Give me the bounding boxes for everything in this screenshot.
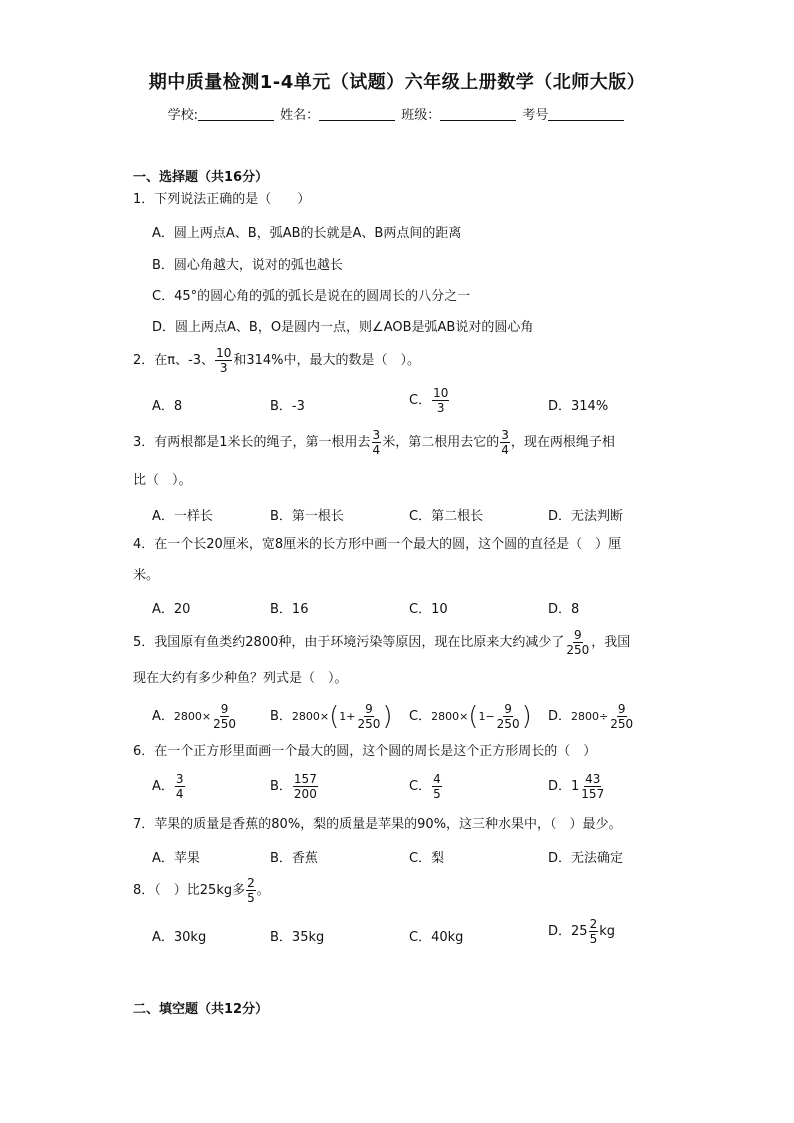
- question-7-option-d[interactable]: D．无法确定: [548, 851, 624, 866]
- fraction: $\frac{9}{250}$: [357, 702, 381, 731]
- question-1-option-a[interactable]: A．圆上两点A、B，弧AB的长就是A、B两点间的距离: [152, 226, 462, 241]
- student-info-line: [0, 104, 794, 123]
- question-4-option-d[interactable]: D．8: [548, 602, 580, 617]
- question-3-stem-line2: 比（ ）。: [133, 473, 192, 488]
- question-4-option-c[interactable]: C．10: [409, 602, 448, 617]
- question-4-option-a[interactable]: A．20: [152, 602, 191, 617]
- school-label: 学校:: [167, 108, 198, 123]
- question-3-option-a[interactable]: A．一样长: [152, 509, 213, 524]
- school-blank[interactable]: [198, 106, 274, 121]
- question-8-option-b[interactable]: B．35kg: [270, 930, 325, 945]
- fraction: $\frac{10}{3}$: [433, 386, 449, 415]
- fraction: $\frac{3}{4}$: [372, 428, 381, 457]
- fraction: $\frac{3}{4}$: [175, 772, 184, 801]
- fraction: $\frac{9}{250}$: [496, 702, 520, 731]
- page-title: 期中质量检测1-4单元（试题）六年级上册数学（北师大版）: [148, 72, 646, 93]
- question-7-option-c[interactable]: C．梨: [409, 851, 445, 866]
- question-7-option-b[interactable]: B．香蕉: [270, 851, 318, 866]
- fraction: $\frac{3}{4}$: [501, 428, 509, 457]
- question-2-stem: [133, 346, 420, 375]
- question-1-stem: 1．下列说法正确的是（ ）: [133, 192, 311, 207]
- name-blank[interactable]: [319, 106, 395, 121]
- question-2-text-pre: 2．在π、-3、: [133, 353, 215, 368]
- question-5-stem: 5．我国原有鱼类约2800种，由于环境污染等原因，现在比原来大约减少了 $\frac{9}{250}$ ，我国: [133, 628, 631, 657]
- fraction: $\frac{9}{250}$: [610, 702, 634, 731]
- question-1-option-d[interactable]: D．圆上两点A、B，O是圆内一点，则∠AOB是弧AB说对的圆心角: [152, 320, 534, 335]
- question-5-option-c[interactable]: C．2800×(1− $\frac{9}{250}$ ): [409, 701, 532, 732]
- question-7-stem: 7．苹果的质量是香蕉的80%，梨的质量是苹果的90%，这三种水果中，（ ）最少。: [133, 817, 622, 832]
- question-6-stem: 6．在一个正方形里面画一个最大的圆，这个圆的周长是这个正方形周长的（ ）: [133, 744, 597, 759]
- question-5-option-a[interactable]: A．2800× $\frac{9}{250}$: [152, 702, 237, 731]
- question-8-stem: 8．（ ）比25kg多 $\frac{2}{5}$ 。: [133, 876, 270, 905]
- question-1-option-b[interactable]: B．圆心角越大，说对的弧也越长: [152, 258, 343, 273]
- question-7-option-a[interactable]: A．苹果: [152, 851, 200, 866]
- question-4-stem: 4．在一个长20厘米，宽8厘米的长方形中画一个最大的圆，这个圆的直径是（ ）厘: [133, 537, 622, 552]
- class-blank[interactable]: [440, 106, 516, 121]
- question-8-option-a[interactable]: A．30kg: [152, 930, 207, 945]
- question-1-option-c[interactable]: C．45°的圆心角的弧的弧长是说在的圆周长的八分之一: [152, 289, 471, 304]
- question-2-option-a[interactable]: A．8: [152, 399, 183, 414]
- question-3-option-c[interactable]: C．第二根长: [409, 509, 484, 524]
- question-8-option-d[interactable]: D．25 $\frac{2}{5}$ kg: [548, 917, 615, 946]
- fraction: $\frac{4}{5}$: [433, 772, 441, 801]
- question-5-option-b[interactable]: B．2800×(1+ $\frac{9}{250}$ ): [270, 701, 393, 732]
- fraction: $\frac{157}{200}$: [293, 772, 317, 801]
- question-8-option-c[interactable]: C．40kg: [409, 930, 464, 945]
- question-3-option-d[interactable]: D．无法判断: [548, 509, 624, 524]
- question-3-option-b[interactable]: B．第一根长: [270, 509, 344, 524]
- fraction: $\frac{2}{5}$: [247, 876, 255, 905]
- number-label: 考号: [522, 108, 549, 123]
- question-2-option-c[interactable]: C． $\frac{10}{3}$: [409, 386, 449, 415]
- section-heading-choice: 一、选择题（共16分）: [133, 170, 269, 185]
- fraction: $\frac{10}{3}$: [216, 346, 232, 375]
- section-heading-fill-blank: 二、填空题（共12分）: [133, 1002, 269, 1017]
- fraction: $\frac{9}{250}$: [566, 628, 590, 657]
- question-6-option-b[interactable]: B． $\frac{157}{200}$: [270, 772, 317, 801]
- number-blank[interactable]: [548, 106, 624, 121]
- question-6-option-c[interactable]: C． $\frac{4}{5}$: [409, 772, 441, 801]
- question-6-option-a[interactable]: A． $\frac{3}{4}$: [152, 772, 184, 801]
- question-5-option-d[interactable]: D．2800÷ $\frac{9}{250}$: [548, 702, 634, 731]
- question-4-stem-line2: 米。: [133, 568, 160, 583]
- class-label: 班级：: [401, 108, 441, 123]
- question-3-stem: 3．有两根都是1米长的绳子，第一根用去 $\frac{3}{4}$ 米，第二根用去它的 $\frac{3}{4}$ ，现在两根绳子相: [133, 428, 615, 457]
- question-2-option-b[interactable]: B．-3: [270, 399, 305, 414]
- question-2-option-d[interactable]: D．314%: [548, 399, 609, 414]
- fraction: $\frac{43}{157}$: [581, 772, 605, 801]
- question-5-stem-line2: 现在大约有多少种鱼？列式是（ ）。: [133, 671, 348, 686]
- question-6-option-d[interactable]: D．1 $\frac{43}{157}$: [548, 772, 605, 801]
- question-4-option-b[interactable]: B．16: [270, 602, 309, 617]
- name-label: 姓名：: [280, 108, 320, 123]
- fraction: $\frac{9}{250}$: [213, 702, 237, 731]
- fraction: $\frac{2}{5}$: [589, 917, 598, 946]
- question-2-text-post: 和314%中，最大的数是（ ）。: [233, 353, 421, 368]
